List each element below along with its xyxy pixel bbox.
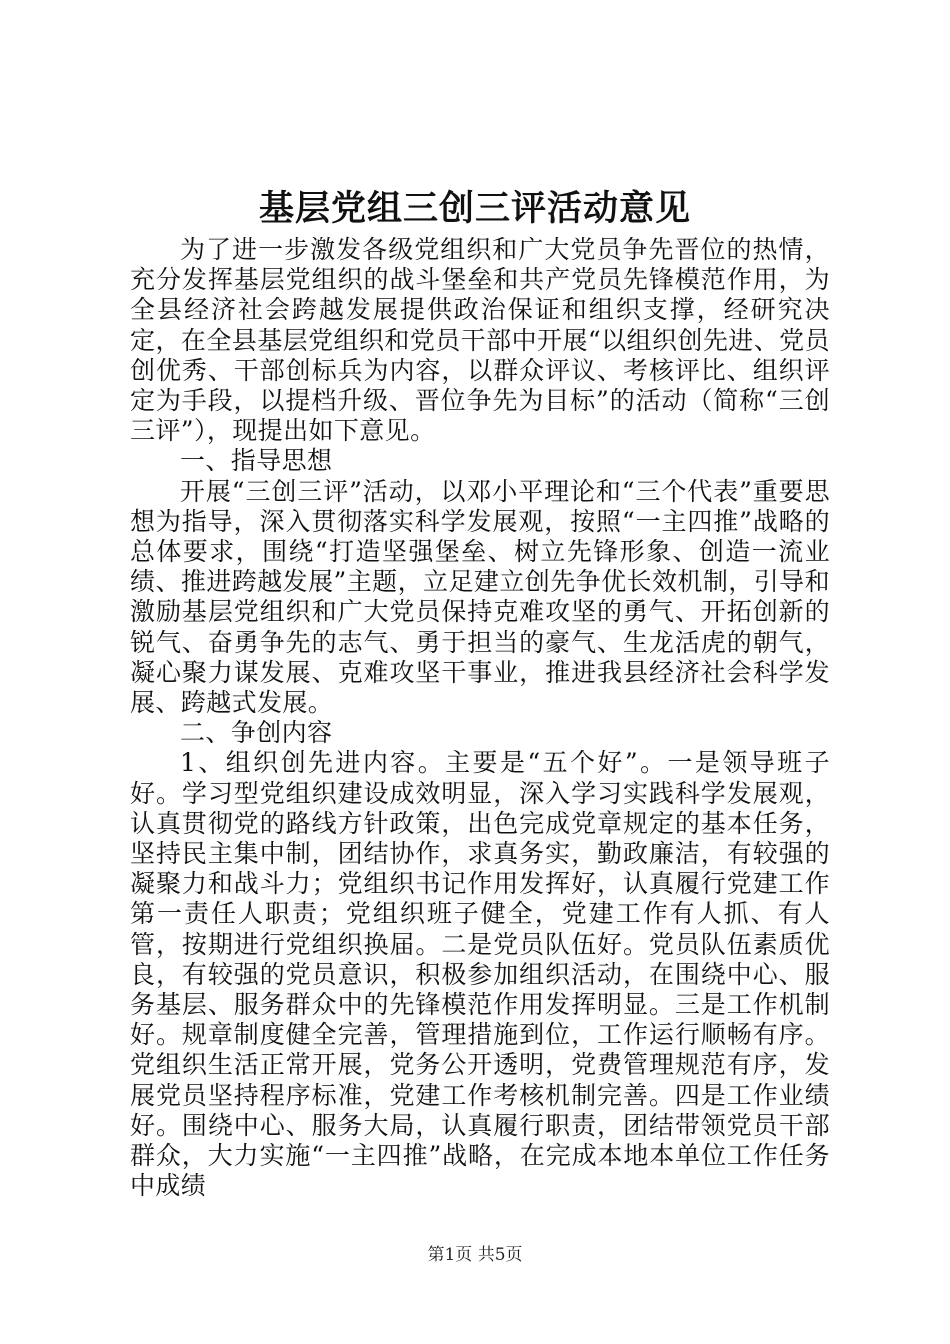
- document-title: 基层党组三创三评活动意见: [258, 188, 691, 229]
- guiding-ideology-paragraph: 开展“三创三评”活动，以邓小平理论和“三个代表”重要思想为指导，深入贯彻落实科学发展观，按照“一主四推”战略的总体要求，围绕“打造坚强堡垒、树立先锋形象、创造一流业绩、推进跨越发展”主题，立足建立创先争优长效机制，引导和激励基层党组织和广大党员保持克难攻坚的勇气、开拓创新的锐气、奋勇争先的志气、勇于担当的豪气、生龙活虎的朝气，凝心聚力谋发展、克难攻坚干事业，推进我县经济社会科学发展、跨越式发展。: [130, 476, 830, 718]
- section-heading-contents: 二、争创内容: [180, 718, 333, 748]
- page-number-footer: 第1页 共5页: [427, 1245, 523, 1265]
- intro-paragraph: 为了进一步激发各级党组织和广大党员争先晋位的热情，充分发挥基层党组织的战斗堡垒和共产党员先锋模范作用，为全县经济社会跨越发展提供政治保证和组织支撑，经研究决定，在全县基层党组织和党员干部中开展“以组织创先进、党员创优秀、干部创标兵为内容，以群众评议、考核评比、组织评定为手段，以提档升级、晋位争先为目标”的活动（简称“三创三评”），现提出如下意见。: [130, 235, 830, 446]
- document-body: [130, 235, 830, 1202]
- contents-paragraph: 1、组织创先进内容。主要是“五个好”。一是领导班子好。学习型党组织建设成效明显，深入学习实践科学发展观，认真贯彻党的路线方针政策，出色完成党章规定的基本任务，坚持民主集中制，团结协作，求真务实，勤政廉洁，有较强的凝聚力和战斗力；党组织书记作用发挥好，认真履行党建工作第一责任人职责；党组织班子健全，党建工作有人抓、有人管，按期进行党组织换届。二是党员队伍好。党员队伍素质优良，有较强的党员意识，积极参加组织活动，在围绕中心、服务基层、服务群众中的先锋模范作用发挥明显。三是工作机制好。规章制度健全完善，管理措施到位，工作运行顺畅有序。党组织生活正常开展，党务公开透明，党费管理规范有序，发展党员坚持程序标准，党建工作考核机制完善。四是工作业绩好。围绕中心、服务大局，认真履行职责，团结带领党员干部群众，大力实施“一主四推”战略，在完成本地本单位工作任务中成绩: [130, 748, 830, 1201]
- section-heading-guiding-ideology: 一、指导思想: [180, 446, 333, 476]
